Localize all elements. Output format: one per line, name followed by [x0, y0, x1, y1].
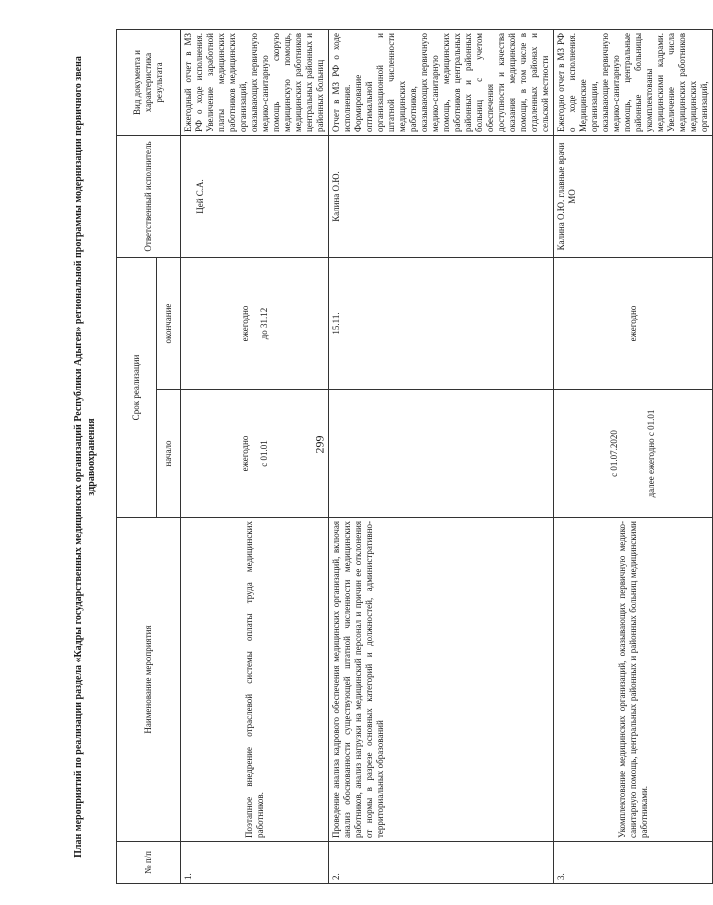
row-event: Проведение анализа кадрового обеспечения медицинских организаций, включая анализ обоснованности существующей штатной численности медицинских работников, анализ нагрузки на медицинский персонал и причин ее отклонения от нормы в разрезе основных категорий и должностей, административно-территориальных образований — [329, 518, 554, 842]
row-start — [554, 390, 713, 518]
row-start-line-1: с 01.07.2020 — [609, 430, 619, 477]
plan-table — [116, 29, 713, 884]
title-line-2: здравоохранения — [86, 418, 97, 496]
row-start-line-1: ежегодно — [239, 435, 250, 472]
header-start: начало — [157, 390, 181, 518]
row-start-line-2: с 01.01 — [258, 440, 269, 467]
document-title — [72, 30, 115, 884]
table-row — [554, 30, 713, 884]
header-result: Вид документа и характеристика результата — [117, 30, 181, 136]
table-row — [329, 30, 554, 884]
row-end-line-2: до 31.12 — [258, 307, 269, 340]
header-row — [117, 30, 157, 884]
row-start-line-2: далее ежегодно с 01.01 — [646, 409, 656, 498]
rotated-page-content — [72, 30, 709, 884]
row-responsible: Калина О.Ю. — [329, 136, 554, 258]
row-start — [181, 390, 329, 518]
table-row — [181, 30, 329, 884]
header-event: Наименование мероприятия — [117, 518, 181, 842]
header-responsible: Ответственный исполнитель — [117, 136, 181, 258]
row-result: Ежегодный отчет в МЗ РФ о ходе исполнения. Увеличение заработной платы медицинских работников медицинских организаций, оказывающих первичную медико-санитарную помощь скорую медицинскую помощь, медицинских работников центральных районных и районных больниц — [181, 30, 329, 136]
row-number: 3. — [554, 842, 713, 884]
header-num: № п/п — [117, 842, 181, 884]
row-end: ежегодно — [554, 258, 713, 390]
title-line-1: План мероприятий по реализации раздела «Кадры государственных медицинских организаций Республики Адыгея» региональной программы модернизации первичного звена — [73, 56, 84, 858]
page-number: 299 — [312, 435, 327, 454]
row-start — [329, 390, 554, 518]
header-end: окончание — [157, 258, 181, 390]
row-end-line-1: ежегодно — [239, 305, 250, 342]
row-result: Ежегодно отчет в МЗ РФ о ходе исполнения. Медицинские организации, оказывающие первичную медико-санитарную помощь, центральные районные больницы укомплектованы медицинскими кадрами. Увеличение числа медицинских работников медицинских организаций, — [554, 30, 713, 136]
row-number: 1. — [181, 842, 329, 884]
row-end: 15.11. — [329, 258, 554, 390]
row-event: Укомплектование медицинских организаций, оказывающих первичную медико-санитарную помощь, центральных районных и районных больниц медицинскими работниками. — [554, 518, 713, 842]
row-end — [181, 258, 329, 390]
header-period: Срок реализации — [117, 258, 157, 518]
row-responsible: Калина О.Ю. главные врачи МО — [554, 136, 713, 258]
row-result: Отчет в МЗ РФ о ходе исполнения. Формирование оптимальной организационной и штатной численности медицинских работников, оказывающих первичную медико-санитарную помощь, медицинских работников центральных районных и районных больниц с учетом обеспечения доступности и качества оказания медицинской помощи, в том числе в отдаленных районах и сельской местности — [329, 30, 554, 136]
row-number: 2. — [329, 842, 554, 884]
row-responsible: Цей С.А. — [181, 136, 329, 258]
row-event: Поэтапное внедрение отраслевой системы оплаты труда медицинских работников. — [181, 518, 329, 842]
